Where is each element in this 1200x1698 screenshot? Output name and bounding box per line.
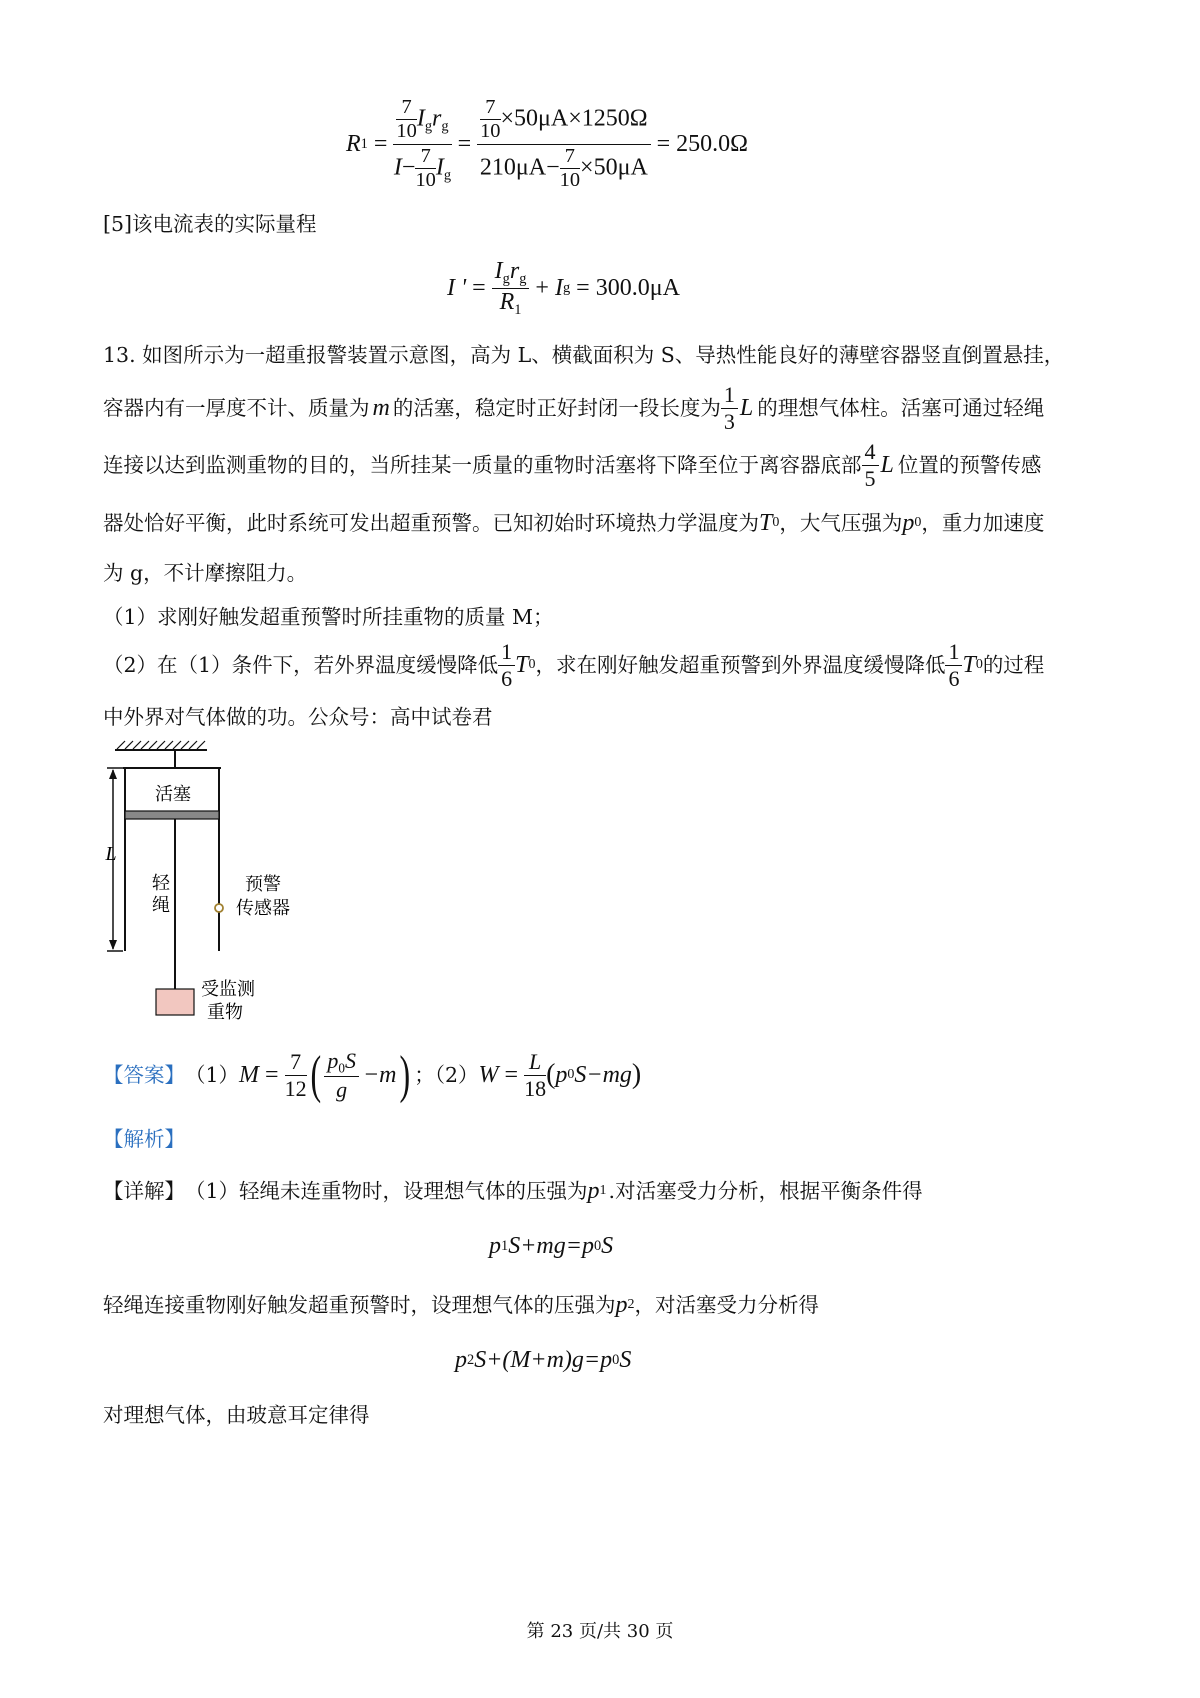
frac-r1-left: $\frac{7}{10}$ $I_gr_g$ I− $\frac{7}{10}$ $I_g$ — [393, 95, 452, 191]
detail-line-2: 轻绳连接重物刚好触发超重预警时，设理想气体的压强为 p 2 ，对活塞受力分析得 — [103, 1292, 819, 1318]
question-line-2: 容器内有一厚度不计、质量为 m 的活塞，稳定时正好封闭一段长度为 $\frac{1}{3}$ L 的理想气体柱。活塞可通过轻绳 — [103, 382, 1045, 434]
formula-r1: R 1 = $\frac{7}{10}$ $I_gr_g$ I− $\frac{7}{10}$ $I_g$ = $\frac{7}{10}$ ×50μA×1250Ω 210μA− $\frac{7}{10}$ ×50μA = 250.0Ω — [346, 95, 748, 191]
rope-label-2: 绳 — [152, 895, 170, 916]
question-line-1: 13. 如图所示为一超重报警装置示意图，高为 L、横截面积为 S、导热性能良好的薄壁容器竖直倒置悬挂， — [103, 343, 1065, 367]
detail-line-3: 对理想气体，由玻意耳定律得 — [103, 1403, 370, 1427]
alarm-device-diagram — [95, 738, 315, 1030]
weight-label-2: 重物 — [207, 1002, 243, 1023]
formula-iprime: I ' = $\frac{I_gr_g}{R_1}$ + I g = 300.0μA — [447, 257, 680, 318]
question-part-1: （1）求刚好触发超重预警时所挂重物的质量 M； — [103, 605, 554, 629]
question-line-4: 器处恰好平衡，此时系统可发出超重预警。已知初始时环境热力学温度为 T 0 ，大气压强为 p 0 ，重力加速度 — [103, 510, 1045, 536]
detail-eq-2: p 2 S+(M+m)g= p 0 S — [455, 1346, 632, 1373]
page-footer: 第 23 页/共 30 页 — [526, 1621, 674, 1642]
ceiling-hatch — [117, 741, 205, 749]
weight-label-1: 受监测 — [201, 979, 255, 1000]
step5-label: [5]该电流表的实际量程 — [103, 212, 317, 236]
question-part-2: （2）在（1）条件下，若外界温度缓慢降低 $\frac{1}{6}$ T 0 ，求在刚好触发超重预警到外界温度缓慢降低 $\frac{1}{6}$ T 0 的过程 — [103, 639, 1045, 691]
sensor-dot — [215, 904, 223, 912]
question-line-5: 为 g，不计摩擦阻力。 — [103, 561, 308, 585]
piston-label: 活塞 — [155, 784, 191, 805]
dim-arrow-bottom — [109, 940, 117, 950]
detail-line-1: 【详解】 （1）轻绳未连重物时，设理想气体的压强为 p 1 . 对活塞受力分析，根据平衡条件得 — [103, 1178, 923, 1204]
height-label: L — [105, 843, 117, 865]
dim-arrow-top — [109, 769, 117, 779]
answer-tag: 【答案】 — [103, 1063, 185, 1087]
sensor-label-1: 预警 — [245, 874, 281, 895]
detail-eq-1: p 1 S+mg= p 0 S — [489, 1232, 614, 1259]
piston — [125, 811, 219, 819]
sensor-label-2: 传感器 — [236, 898, 290, 919]
question-line-3: 连接以达到监测重物的目的，当所挂某一质量的重物时活塞将下降至位于离容器底部 $\frac{4}{5}$ L 位置的预警传感 — [103, 439, 1042, 491]
answer-line: 【答案】 （1） M = $\frac{7}{12}$ ( $\frac{p_0S}{g}$ −m ) ；（2） W = $\frac{L}{18}$ ( p 0 S−mg ) — [103, 1045, 642, 1105]
rope-label-1: 轻 — [152, 873, 170, 894]
question-part-2-line-2: 中外界对气体做的功。公众号：高中试卷君 — [103, 705, 493, 729]
weight-block — [156, 989, 194, 1015]
frac-r1-right: $\frac{7}{10}$ ×50μA×1250Ω 210μA− $\frac{7}{10}$ ×50μA — [477, 96, 651, 193]
analysis-tag: 【解析】 — [103, 1127, 185, 1151]
